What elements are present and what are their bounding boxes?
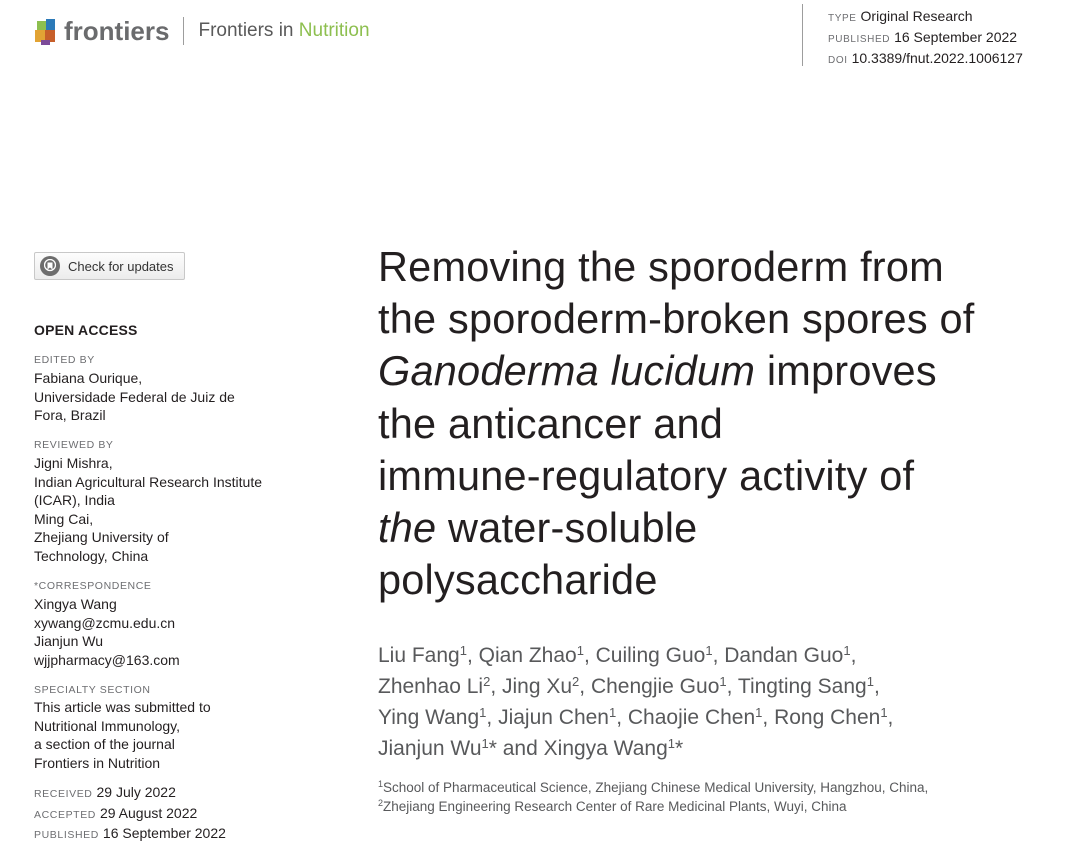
date-key: PUBLISHED xyxy=(34,829,99,841)
affiliation-marker: 2 xyxy=(572,674,580,689)
reviewed-by-label: REVIEWED BY xyxy=(34,439,114,451)
correspondence-label: *CORRESPONDENCE xyxy=(34,580,152,592)
meta-key: DOI xyxy=(828,55,848,66)
author-name[interactable]: Qian Zhao xyxy=(478,644,577,667)
text-line: Zhejiang University of xyxy=(34,529,169,545)
author-name[interactable]: Rong Chen xyxy=(774,706,881,729)
title-text: polysaccharide xyxy=(378,556,658,604)
text-line: a section of the journal xyxy=(34,736,175,752)
author-name[interactable]: Jiajun Chen xyxy=(498,706,609,729)
date-value: 16 September 2022 xyxy=(102,825,226,841)
journal-accent: Nutrition xyxy=(298,20,370,41)
article-meta xyxy=(802,4,1023,66)
author-name[interactable]: Xingya Wang xyxy=(543,737,668,760)
affiliation-marker: 2 xyxy=(483,674,491,689)
title-line xyxy=(378,398,1058,450)
affiliation-text: Zhejiang Engineering Research Center of Rare Medicinal Plants, Wuyi, China xyxy=(383,799,847,814)
affiliation-line xyxy=(378,778,928,797)
title-line xyxy=(378,241,1058,293)
bookmark-glyph-icon xyxy=(44,259,56,273)
title-text: immune-regulatory activity of xyxy=(378,451,915,499)
date-value: 29 August 2022 xyxy=(99,804,198,821)
specialty-section-label: SPECIALTY SECTION xyxy=(34,684,151,696)
email-link[interactable]: wjjpharmacy@163.com xyxy=(34,651,180,668)
specialty-section-text xyxy=(34,698,211,772)
affiliation-marker: 1 xyxy=(719,674,727,689)
author-name[interactable]: Chaojie Chen xyxy=(627,706,756,729)
edited-by-text xyxy=(34,369,235,425)
author-name[interactable]: Chengjie Guo xyxy=(590,675,720,698)
affiliation-line xyxy=(378,797,928,816)
logo-divider xyxy=(183,17,184,45)
date-value: 29 July 2022 xyxy=(96,784,176,800)
text-line: Fora, Brazil xyxy=(34,407,106,423)
author-line xyxy=(378,671,1018,702)
author-name[interactable]: Dandan Guo xyxy=(724,644,844,667)
email-link[interactable]: xywang@zcmu.edu.cn xyxy=(34,614,176,631)
affiliation-marker: 1 xyxy=(705,643,713,658)
affiliation-marker: 1 xyxy=(576,643,584,658)
text-line: Fabiana Ourique, xyxy=(34,370,143,386)
title-line xyxy=(378,502,1058,554)
check-for-updates-button[interactable] xyxy=(34,252,185,280)
affiliation-number: 1 xyxy=(378,779,384,789)
article-dates xyxy=(34,783,226,845)
date-row xyxy=(34,824,226,845)
meta-value: Original Research xyxy=(860,8,973,24)
author-separator: , xyxy=(712,644,725,667)
meta-value: 16 September 2022 xyxy=(894,29,1018,45)
title-line xyxy=(378,293,1058,345)
author-separator: , xyxy=(887,706,894,729)
title-line xyxy=(378,345,1058,397)
text-line: Nutritional Immunology, xyxy=(34,717,181,734)
meta-row xyxy=(828,7,1023,28)
author-name[interactable]: Zhenhao Li xyxy=(378,675,484,698)
author-separator: , xyxy=(850,644,857,667)
journal-logo[interactable] xyxy=(33,16,370,46)
author-separator: * xyxy=(675,737,684,760)
author-list xyxy=(378,640,1018,764)
author-separator: , xyxy=(579,675,591,698)
text-line: Ming Cai, xyxy=(34,510,94,527)
correspondence-text xyxy=(34,595,180,669)
check-for-updates-label: Check for updates xyxy=(68,258,174,274)
title-italic: the xyxy=(378,504,437,552)
author-separator: , xyxy=(466,644,479,667)
journal-prefix: Frontiers in xyxy=(198,20,299,41)
author-name[interactable]: Jing Xu xyxy=(502,675,573,698)
affiliation-marker: 1 xyxy=(479,705,487,720)
affiliation-marker: 1 xyxy=(481,736,489,751)
author-separator: , xyxy=(583,644,596,667)
affiliations xyxy=(378,778,928,816)
meta-key: TYPE xyxy=(828,13,857,24)
affiliation-marker: 1 xyxy=(459,643,467,658)
title-text: water-soluble xyxy=(436,504,698,552)
affiliation-marker: 1 xyxy=(608,705,617,720)
text-line: Frontiers in Nutrition xyxy=(34,754,161,771)
author-name[interactable]: Liu Fang xyxy=(378,644,460,667)
meta-key: PUBLISHED xyxy=(828,34,891,45)
meta-row xyxy=(828,28,1023,49)
author-line xyxy=(378,733,1018,764)
open-access-label: OPEN ACCESS xyxy=(34,322,138,338)
author-separator: , xyxy=(762,706,775,729)
affiliation-marker: 1 xyxy=(880,705,888,720)
article-title xyxy=(378,241,1058,606)
text-line: (ICAR), India xyxy=(34,492,115,508)
author-separator: * and xyxy=(488,737,544,760)
bookmark-icon xyxy=(40,256,60,276)
date-key: RECEIVED xyxy=(34,788,93,800)
affiliation-marker: 1 xyxy=(667,736,675,751)
reviewed-by-text xyxy=(34,454,262,565)
text-line: Technology, China xyxy=(34,547,149,564)
affiliation-marker: 1 xyxy=(843,643,851,658)
text-line: This article was submitted to xyxy=(34,699,211,715)
affiliation-marker: 1 xyxy=(755,705,763,720)
edited-by-label: EDITED BY xyxy=(34,354,95,366)
meta-row xyxy=(828,49,1023,70)
title-text: Removing the sporoderm from xyxy=(378,243,944,290)
text-line: Indian Agricultural Research Institute xyxy=(34,473,263,490)
author-separator: , xyxy=(616,706,628,729)
title-text: improves xyxy=(755,347,937,395)
author-separator: , xyxy=(486,706,499,729)
text-line: Universidade Federal de Juiz de xyxy=(34,388,235,405)
author-line xyxy=(378,702,1018,733)
author-separator: , xyxy=(873,675,880,698)
text-line: Jianjun Wu xyxy=(34,633,104,649)
affiliation-marker: 1 xyxy=(866,674,874,689)
title-line xyxy=(378,554,1058,606)
text-line: Xingya Wang xyxy=(34,596,117,612)
author-line xyxy=(378,640,1018,671)
author-separator: , xyxy=(726,675,738,698)
doi-link[interactable]: 10.3389/fnut.2022.1006127 xyxy=(851,50,1023,66)
logo-wordmark: frontiers xyxy=(64,16,170,46)
title-italic: Ganoderma lucidum xyxy=(378,347,756,395)
title-text: the anticancer and xyxy=(378,399,724,447)
date-row xyxy=(34,783,226,804)
journal-name xyxy=(198,16,369,46)
title-text: the sporoderm-broken spores of xyxy=(378,295,975,343)
author-name[interactable]: Cuiling Guo xyxy=(595,644,706,667)
frontiers-logo-icon xyxy=(33,16,59,46)
affiliation-text: School of Pharmaceutical Science, Zhejiang Chinese Medical University, Hangzhou, China, xyxy=(383,780,929,795)
affiliation-number: 2 xyxy=(378,798,384,808)
author-name[interactable]: Tingting Sang xyxy=(737,675,867,698)
date-key: ACCEPTED xyxy=(34,808,96,821)
author-name[interactable]: Ying Wang xyxy=(378,706,480,729)
author-separator: , xyxy=(490,675,502,698)
text-line: Jigni Mishra, xyxy=(34,455,113,471)
date-row xyxy=(34,804,226,825)
author-name[interactable]: Jianjun Wu xyxy=(378,737,482,760)
title-line xyxy=(378,450,1058,502)
